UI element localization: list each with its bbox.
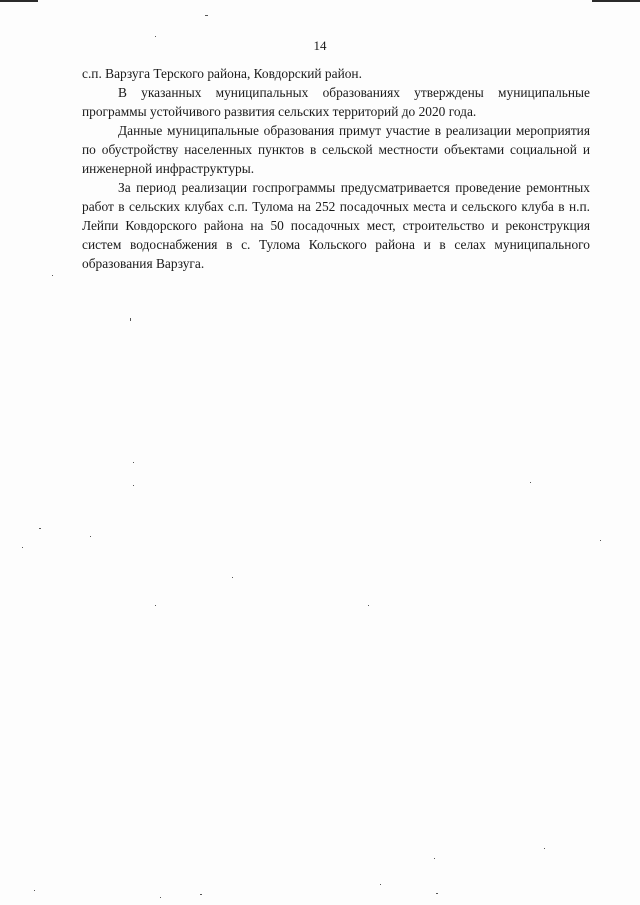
scan-speck	[232, 577, 233, 578]
paragraph-programs: В указанных муниципальных образованиях утверждены муниципальные программы устойчивого развития сельских территорий до 2020 года.	[82, 85, 590, 119]
scan-speck	[530, 482, 531, 483]
scan-edge-mark-left	[0, 0, 38, 2]
scan-speck	[380, 884, 381, 885]
scan-speck	[155, 605, 156, 606]
scan-edge-mark-right	[592, 0, 640, 2]
scan-speck	[90, 536, 91, 537]
scan-speck	[160, 897, 161, 898]
scan-speck	[205, 15, 208, 16]
scan-speck	[200, 894, 202, 895]
scan-speck	[544, 848, 545, 849]
scan-speck	[39, 528, 41, 529]
scan-speck	[155, 36, 156, 37]
paragraph-continuation: с.п. Варзуга Терского района, Ковдорский район.	[82, 66, 362, 81]
scan-speck	[133, 462, 134, 463]
page-number: 14	[313, 38, 327, 53]
scan-speck	[436, 893, 438, 894]
scan-speck	[130, 318, 131, 321]
scan-speck	[434, 858, 435, 859]
paragraph-infrastructure: Данные муниципальные образования примут участие в реализации мероприятия по обустройству населенных пунктов в сельской местности объектами социальной и инженерной инфраструктуры.	[82, 123, 590, 176]
paragraph-state-program: За период реализации госпрограммы предусматривается проведение ремонтных работ в сельских клубах с.п. Тулома на 252 посадочных места и сельского клуба в н.п. Лейпи Ковдорского района на 50 посадочных мест, строительство и реконструкция систем водоснабжения в с. Тулома Кольского района и в селах муниципального образования Варзуга.	[82, 180, 590, 271]
scan-speck	[34, 890, 35, 891]
scan-speck	[22, 547, 23, 548]
scan-speck	[52, 275, 53, 276]
scan-speck	[600, 540, 601, 541]
scan-speck	[368, 605, 369, 606]
scan-speck	[133, 485, 134, 486]
document-body	[82, 64, 590, 273]
